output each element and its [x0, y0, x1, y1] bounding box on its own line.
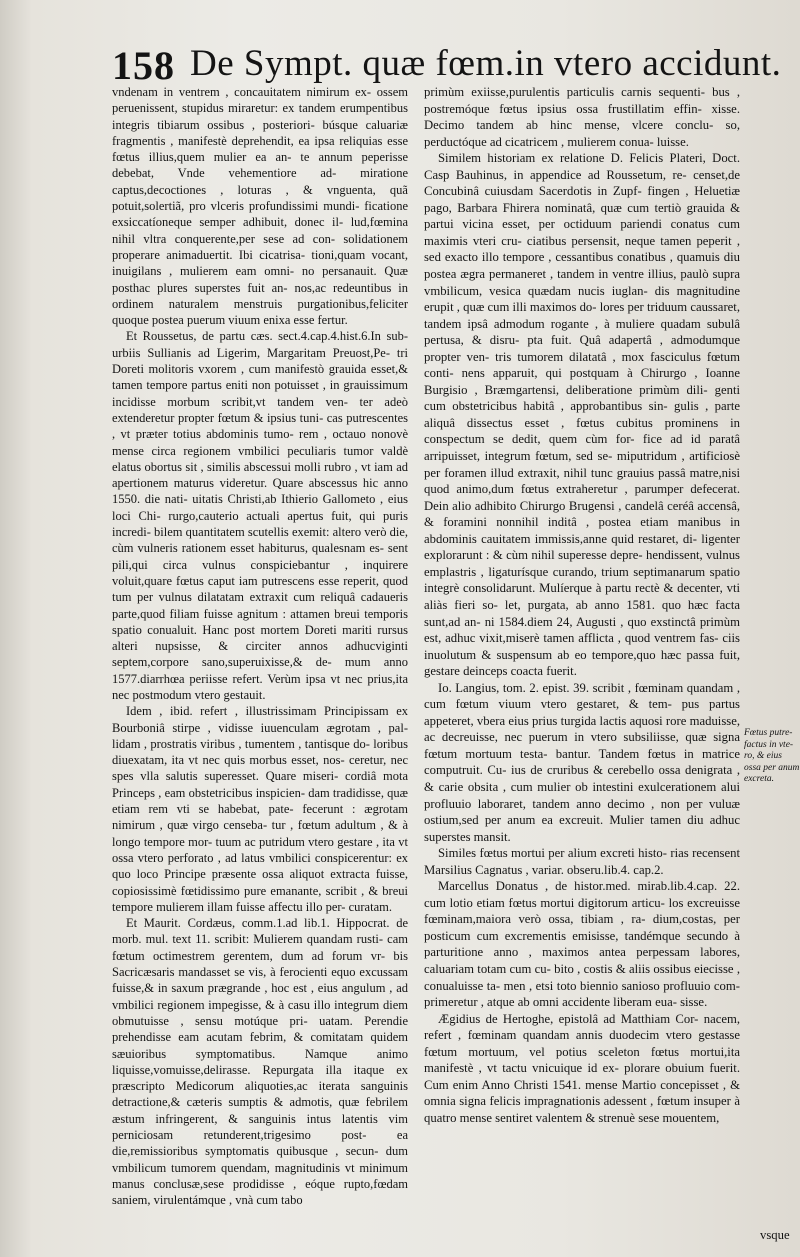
paragraph: Io. Langius, tom. 2. epist. 39. scribit , fœminam quandam , cum fœtum viuum vtero gestaret, & tem- pus partus appeteret, vbera eius prius turgida lactis aquosi rore maduisse, ac decreuisse, nec puerum in vtero subsiliisse, quæ signa fœtum mortuum testa- bantur. Tandem fœtus in matrice computruit. Cu- ius de cruribus & cerebello ossa denigrata , & carie obsita , cum mulier ob intestini exulcerationem alui profluuio laboraret, tandem anno decimo , non per vuluæ ostium,sed per anum ea excreuit. Mulier tamen diu adhuc superstes mansit. [424, 680, 740, 844]
catchword: vsque [760, 1228, 790, 1242]
running-title: De Sympt. quæ fœm.in vtero accidunt. [190, 43, 782, 84]
page-number: 158 [112, 43, 175, 88]
paragraph: Similem historiam ex relatione D. Felicis Plateri, Doct. Casp Bauhinus, in appendice ad Roussetum, re- censet,de Concubinâ cuiusdam Sacerdotis in Zupf- fingen , Heluetiæ pago, Barbara Fhirera nominatâ, quæ cum tertiò grauida & partui vicina esset, per octiduum pariendi conatus cum maximis vteri cru- ciatibus persensit, neque tamen peperit , sed exacto illo tempore , cessantibus conatibus , quamuis diu postea ægra permaneret , tandem in ventre illius, paulò supra vmbilicum, vesica quædam nucis iuglan- dis magnitudine erupit , quæ cum illi maximos do- lores per triduum caussaret, tandem ipsâ admodum rogante , à muliere quadam subulâ pertusa, & disru- pta fuit. Quâ adapertâ , admodumque propter ven- tris tumorem dilatatâ , mox fasciculus fœtum conti- nens apparuit, qui postquam à Chirurgo , Ioanne Burgisio , Bræmgartensi, deliberatione primùm dili- genti cum obstetricibus habitâ , approbantibus sin- gulis , parte aliquâ dissectus esset , fœtus cubitus prominens in conspectum se dedit, quem cùm for- fice ad id paratâ arripuisset, integrum fœtum, sed se- miputridum , artificiosè per foramen illud extraxit, nihil tunc grauius passâ matre,nisi quod animo,dum fœtus extraheretur , parumper defecerat. Dein alio adhibito Chirurgo Brugensi , candelâ ceréâ accensâ, & foramini nonnihil inditâ , postea etiam manibus in abdominis cauitatem immissis,anne quid restaret, di- ligenter explorarunt : & cùm nihil superesse depre- hendissent, vulnus emplastris , ligaturísque curando, trium septimanarum spatio integrè consolidarunt. Mulíerque à partu rectè & decenter, vti aliàs fieri so- let, purgata, ab anno 1581. quo hæc facta sunt,ad an- ni 1584.diem 24, Augusti , quo exstinctâ primùm est, adhuc vixit,miserè tamen afflicta , quod ventrem fas- ciis inuolutum & suspensum ab eo tempore,quo hæc passa fuit, gestare deinceps coacta fuerit. [424, 151, 740, 679]
paragraph: Marcellus Donatus , de histor.med. mirab.lib.4.cap. 22. cum lotio etiam fœtus mortui digitorum articu- los excreuisse fœminam,maiora verò ossa, tibiam , ra- dium,costas, per posticum cum excrementis emisisse, tandémque secundo à parturitione anno , maximos antea perpessam labores, caluariam totam cum cu- bito , costis & aliis ossibus eiecisse , conualuisse ta- men , etsi toto biennio sanioso profluuio com- primeretur , atque ab omni accidente liberam eua- sisse. [424, 879, 740, 1010]
paragraph: Et Maurit. Cordæus, comm.1.ad lib.1. Hippocrat. de morb. mul. text 11. scribit: Mulierem quandam rusti- cam fœtum octimestrem gerentem, dum ad forum vr- bis Sacricæsaris mandasset se vis, à ferocienti equo excussam fuisse,& in saxum prægrande , hoc est , eius angulum , ad vmbilici regionem impegisse, & à casu illo integrum diem obmutuisse , sensu motúque pri- uatam. Perendie prehendisse eam acutam febrim, & comitatam quidem sæuioribus symptomatibus. Namque animo liquisse,vomuisse,delirasse. Repurgata illa itaque ex præscripto Medicorum aliquoties,ac iterata sanguinis detractione,& cæteris sumptis & admotis, quæ febrilem æstum infringerent, & sanguinis intus latentis vim perniciosam retunderent,trigesimo post- ea die,remissioribus symptomatis quibusque , secun- dum vmbilicum tumorem quendam, magnitudinis vt minimum manus conclusæ,sese prodidisse , eóque rupto,fœdam saniem, virulentámque , vnà cum tabo [112, 916, 408, 1208]
paragraph: Similes fœtus mortui per alium excreti histo- rias recensent Marsilius Cagnatus , variar. obseru.lib.4. cap.2. [424, 846, 740, 877]
left-column [112, 84, 408, 1208]
right-column [424, 84, 740, 1126]
page-header [112, 40, 782, 90]
paragraph: Idem , ibid. refert , illustrissimam Principissam ex Bourboniâ stirpe , vidisse iuuenculam ægrotam , pal- lidam , prostratis viribus , tumentem , tantisque do- loribus diuexatam, ita vt nec quis morbus esset, nos- ceretur, nec spes vlla salutis superesset. Quare miseri- cordiâ mota Princeps , eam obstetricibus inspicien- dam tradidisse, quæ etiam rem vti se habebat, pate- fecerunt : ægrotam nimirum , quæ virgo censeba- tur , fœtum adultum , & à longo tempore mor- tuum ac putridum vtero gestare , ita vt ossa vtero perforato , ad latus vmbilici conspicerentur: ex quo loco Principe præsente ossa aliquot extracta fuisse, copiosissimè fœtidissimo pure emanante, scribit , & breui tempore mulierem illam fuisse affectu illo per- curatam. [112, 704, 408, 914]
paragraph: primùm exiisse,purulentis particulis carnis sequenti- bus , postremóque fœtus ipsius ossa frustillatim effin- xisse. Decimo tandem ab hinc mense, vlcere conclu- so, perductóque ad cicatricem , mulierem conua- luisse. [424, 85, 740, 149]
paragraph: Ægidius de Hertoghe, epistolâ ad Matthiam Cor- nacem, refert , fœminam quandam annis duodecim vtero gestasse fœtum mortuum, vel potius sceleton fœtus mortui,ita manifestè , vt tactu vnicuique id ex- plorare obuium fuerit. Cum enim Anno Christi 1541. mense Martio concepisset , & omnia signa felicis impragnationis adessent , fœtum insuper à quatro mense sentiret valentem & strenuè sese mouentem, [424, 1011, 740, 1125]
paragraph: vndenam in ventrem , concauitatem nimirum ex- ossem peruenissent, stupidus miraretur: ex tandem erumpentibus integris tibiarum ossibus , posteriori- búsque caluariæ fragmentis , manifestè deprehendit, ea ipsa reliquias esse fœtus illius,quem mulier ea an- te annum peperisse debebat, Vnde vehementiore ad- mirationе captus,decoctiones , loturas , & vnguenta, quã potuit,solertiã, pro vlceris profundissimi mundi- ficatione exsiccatíoneque semper adhibuit, donec il- lud,fœmina nihil vltra conquerente,per sese ad con- solidationem properare animaduertit. Ibi cicatrisa- tioni,quam vocant, inuigilans , mulierem eam omni- no persanauit. Quæ posthac plures superstes fuit an- nos,ac redeuntibus in ordinem naturalem menstruis purgationibus,feliciter quoque postea puerum viuum enixa esse fertur. [112, 85, 408, 328]
paragraph: Et Roussetus, de partu cæs. sect.4.cap.4.hist.6.In sub- urbiis Sullianis ad Ligerim, Margaritam Preuost,Pe- tri Doreti molitoris vxorem , cum manifestò grauida esset,& tamen tempore partus eniti non potuisset , in grauissimum incidisse morbum scribit,vt tandem ven- ter adeò extenderetur propter fœtum & ipsius tuni- cas putrescentes , vt præter totius abdominis tumo- rem , octauo nonovè mense circa regionem vmbilici peculiaris tumor valdè elatus obortus sit , similis abscessui molli rubro , vt iam ad apertionem maturus videretur. Quare abscessus hic anno 1550. die nati- uitatis Christi,ab Ithierio Gallometo , eius loci Chi- rurgo,cauterio actuali apertus fuit, qui puris incredi- bilem quantitatem scutellis exemit: altero verò die, cùm vulneris rationem esset habiturus, qualesnam es- sent pili,qui circa vulnus conspiciebantur , inquirere voluit,quare fœtus caput iam putrescens esse reperit, quod tum per vulnus dilatatam extraxit cum reliquâ cadaueris parte,quod filiam fuisse agnitum : attamen breui temporis spatio conualuit. Hanc post mortem Doreti mariti rursus alteri nupsisse, & circiter annos adhucviginti septem,corpore sano,superuixisse,& de- mum anno 1577.diarrhœa periisse refert. Verùm ipsa vt nec prius,ita nec postmodum vtero gestauit. [112, 329, 408, 702]
margin-note: Fœtus putre- factus in vte- ro, & eius ossa per anum excreta. [744, 728, 800, 784]
